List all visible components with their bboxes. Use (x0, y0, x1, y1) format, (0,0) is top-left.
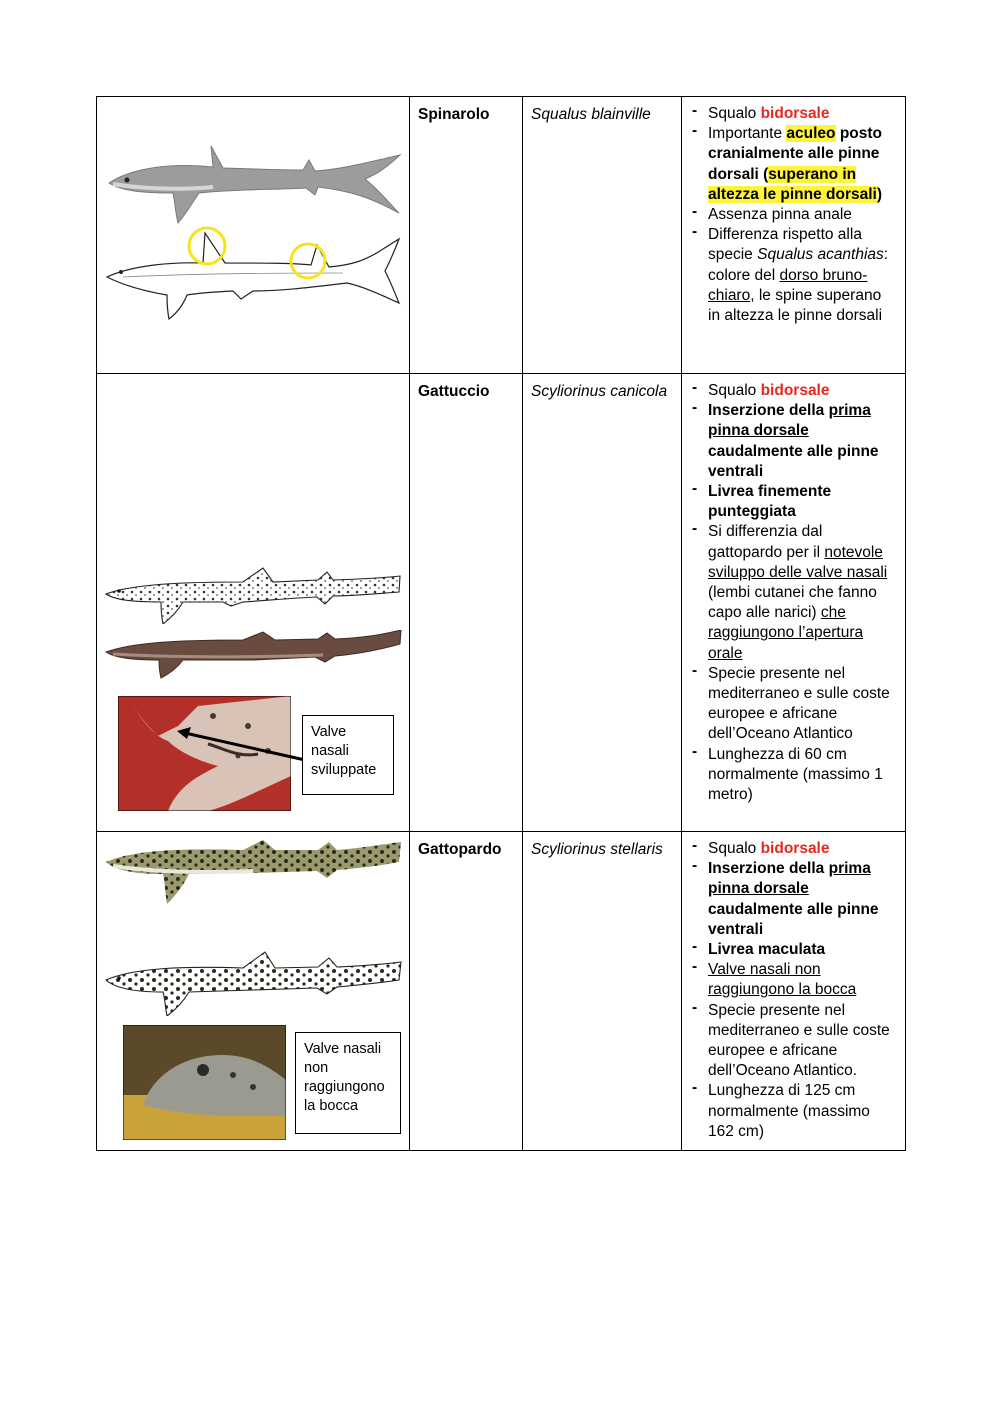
bullet-text: Squalo (708, 382, 761, 399)
bullet-item (690, 205, 897, 225)
bullet-item (690, 1001, 897, 1082)
bullet-text: Lunghezza di 60 cm normalmente (massimo 1 metro) (708, 745, 883, 804)
bullet-item (690, 104, 897, 124)
bullet-list (690, 104, 897, 326)
bullet-text: : colore del (708, 246, 889, 284)
image-cell-gattuccio (97, 374, 410, 832)
gattuccio-drawing (103, 562, 403, 624)
bullet-text: Si differenzia dal gattopardo per il (708, 523, 825, 561)
species-row-gattopardo (97, 832, 906, 1151)
bullet-item (690, 1081, 897, 1142)
bullet-item (690, 745, 897, 806)
bullet-text: Assenza pinna anale (708, 206, 852, 224)
bullet-list (690, 839, 897, 1142)
common-name-gattuccio: Gattuccio (410, 374, 523, 832)
bullet-text: Inserzione della (708, 860, 829, 878)
scientific-name-gattuccio: Scyliorinus canicola (523, 374, 682, 832)
bullet-text: bidorsale (760, 382, 830, 399)
species-row-spinarolo (97, 97, 906, 374)
bullet-item (690, 522, 897, 663)
gattopardo-photo (103, 840, 403, 908)
bullet-text: aculeo (786, 125, 836, 143)
gattopardo-drawing (103, 950, 403, 1016)
description-gattopardo (682, 832, 906, 1151)
bullet-item (690, 482, 897, 522)
bullet-text: Specie presente nel mediterraneo e sulle coste europee e africane dell’Oceano Atlantico. (708, 1001, 890, 1080)
bullet-text: Valve nasali non raggiungono la bocca (708, 961, 857, 999)
species-table (96, 96, 906, 1151)
bullet-text: che raggiungono l’apertura orale (708, 604, 864, 662)
bullet-item (690, 940, 897, 960)
bullet-text: dorso bruno-chiaro (708, 266, 868, 304)
bullet-text: Livrea maculata (708, 941, 826, 959)
description-gattuccio (682, 374, 906, 832)
image-cell-gattopardo (97, 832, 410, 1151)
bullet-text: caudalmente alle pinne ventrali (708, 442, 879, 480)
bullet-text: Differenza rispetto alla specie (708, 226, 862, 264)
bullet-item (690, 124, 897, 205)
bullet-list (690, 381, 897, 805)
bullet-text: notevole sviluppo delle valve nasali (708, 543, 888, 581)
bullet-text: prima pinna dorsale (708, 402, 871, 440)
bullet-item (690, 859, 897, 940)
bullet-item (690, 401, 897, 482)
scientific-name-gattopardo: Scyliorinus stellaris (523, 832, 682, 1151)
bullet-text: Importante (708, 125, 787, 143)
gattuccio-photo (103, 630, 403, 680)
gattopardo-nasal-photo (123, 1025, 286, 1140)
bullet-text: (lembi cutanei che fanno capo alle narici) (708, 584, 877, 622)
bullet-text: posto cranialmente alle pinne dorsali ( (708, 125, 883, 183)
bullet-text: Specie presente nel mediterraneo e sulle coste europee e africane dell’Oceano Atlantico (708, 664, 890, 743)
bullet-item (690, 664, 897, 745)
bullet-text: Lunghezza di 125 cm normalmente (massimo 162 cm) (708, 1082, 870, 1140)
bullet-text: Livrea finemente punteggiata (708, 483, 832, 521)
description-spinarolo (682, 97, 906, 374)
bullet-text: Inserzione della (708, 402, 829, 420)
common-name-spinarolo: Spinarolo (410, 97, 523, 374)
bullet-item (690, 839, 897, 859)
spinarolo-drawing (103, 225, 403, 321)
bullet-text: , le spine superano in altezza le pinne dorsali (708, 286, 883, 325)
bullet-item (690, 381, 897, 401)
note-nasal-valves-not-reaching-mouth: Valve nasali non raggiungono la bocca (295, 1032, 401, 1134)
bullet-text: prima pinna dorsale (708, 860, 871, 898)
bullet-text: bidorsale (760, 105, 830, 122)
species-row-gattuccio (97, 374, 906, 832)
bullet-text: superano in altezza le pinne dorsali (708, 165, 877, 203)
scientific-name-spinarolo: Squalus blainville (523, 97, 682, 374)
note-nasal-valves-developed: Valve nasali sviluppate (302, 715, 394, 795)
common-name-gattopardo: Gattopardo (410, 832, 523, 1151)
bullet-text: ) (876, 185, 882, 203)
bullet-text: Squalus acanthias (757, 246, 884, 264)
bullet-text: caudalmente alle pinne ventrali (708, 900, 879, 938)
image-cell-spinarolo (97, 97, 410, 374)
bullet-item (690, 960, 897, 1000)
spinarolo-photo (103, 143, 403, 233)
bullet-item (690, 225, 897, 326)
bullet-text: Squalo (708, 840, 761, 857)
bullet-text: bidorsale (760, 840, 830, 857)
bullet-text: Squalo (708, 105, 761, 122)
